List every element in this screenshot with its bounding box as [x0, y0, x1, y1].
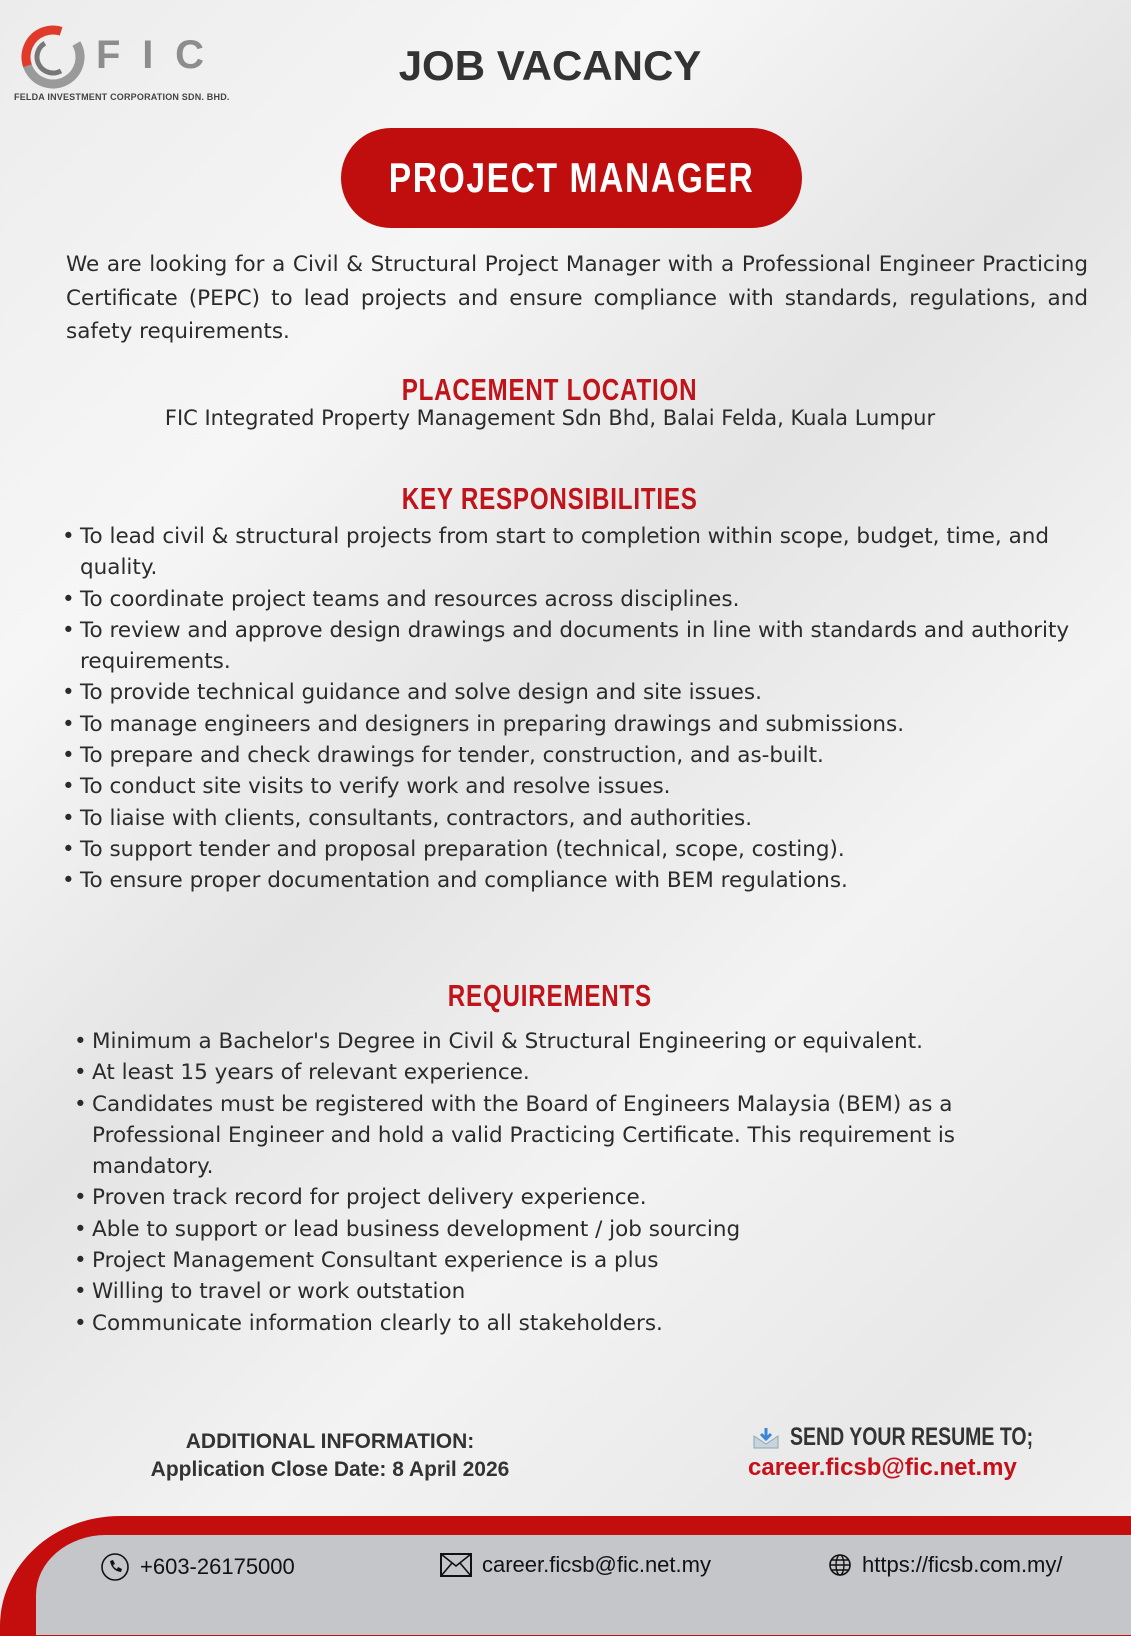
list-item: • Able to support or lead business development / job sourcing [92, 1214, 982, 1245]
position-banner [341, 128, 802, 228]
close-date: Application Close Date: 8 April 2026 [150, 1458, 510, 1481]
footer-phone[interactable]: +603-26175000 [100, 1552, 295, 1582]
footer-website[interactable] [828, 1552, 1063, 1578]
globe-icon [828, 1553, 852, 1577]
position-title: PROJECT MANAGER [388, 154, 755, 201]
responsibilities-heading: KEY RESPONSIBILITIES [402, 481, 698, 516]
website-link[interactable]: https://ficsb.com.my/ [862, 1552, 1063, 1577]
placement-location: FIC Integrated Property Management Sdn Bhd, Balai Felda, Kuala Lumpur [164, 406, 936, 430]
list-item: • Proven track record for project delivery experience. [92, 1182, 982, 1213]
send-resume-email[interactable]: career.ficsb@fic.net.my [748, 1454, 1017, 1481]
list-item: • Candidates must be registered with the Board of Engineers Malaysia (BEM) as a Professional Engineer and hold a valid Practicing Certificate. This requirement is mandatory. [92, 1089, 982, 1183]
send-resume-label: SEND YOUR RESUME TO; [752, 1423, 1102, 1452]
list-item: • Minimum a Bachelor's Degree in Civil & Structural Engineering or equivalent. [92, 1026, 982, 1057]
list-item: • To review and approve design drawings and documents in line with standards and authority requirements. [80, 615, 1090, 678]
list-item: • To provide technical guidance and solve design and site issues. [80, 677, 1090, 708]
list-item: • Communicate information clearly to all stakeholders. [92, 1308, 982, 1339]
list-item: • To coordinate project teams and resources across disciplines. [80, 584, 1090, 615]
requirements-list [92, 1026, 982, 1339]
list-item: • To ensure proper documentation and compliance with BEM regulations. [80, 865, 1090, 896]
envelope-download-icon [752, 1426, 780, 1450]
mail-icon [440, 1553, 472, 1577]
additional-heading: ADDITIONAL INFORMATION: [185, 1430, 475, 1453]
placement-heading: PLACEMENT LOCATION [402, 372, 698, 407]
list-item: • To conduct site visits to verify work and resolve issues. [80, 771, 1090, 802]
footer-bar [36, 1535, 1131, 1635]
list-item: • To prepare and check drawings for tender, construction, and as-built. [80, 740, 1090, 771]
list-item: • At least 15 years of relevant experience. [92, 1057, 982, 1088]
page-title: JOB VACANCY [398, 42, 702, 89]
list-item: • To support tender and proposal preparation (technical, scope, costing). [80, 834, 1090, 865]
list-item: • To liaise with clients, consultants, contractors, and authorities. [80, 803, 1090, 834]
responsibilities-list [80, 521, 1090, 897]
intro-paragraph: We are looking for a Civil & Structural Project Manager with a Professional Engineer Practicing Certificate (PEPC) to lead projects and ensure compliance with standards, regulations, and safety requirements. [66, 252, 1088, 344]
logo-subtitle: FELDA INVESTMENT CORPORATION SDN. BHD. [14, 92, 230, 102]
list-item: • To manage engineers and designers in preparing drawings and submissions. [80, 709, 1090, 740]
list-item: • Project Management Consultant experience is a plus [92, 1245, 982, 1276]
svg-text:FIC: FIC [96, 33, 204, 77]
requirements-heading: REQUIREMENTS [447, 978, 653, 1013]
phone-icon [100, 1552, 130, 1582]
list-item: • Willing to travel or work outstation [92, 1276, 982, 1307]
list-item: • To lead civil & structural projects from start to completion within scope, budget, time, and quality. [80, 521, 1090, 584]
additional-information [110, 1428, 550, 1484]
footer-email[interactable]: career.ficsb@fic.net.my [440, 1552, 711, 1578]
